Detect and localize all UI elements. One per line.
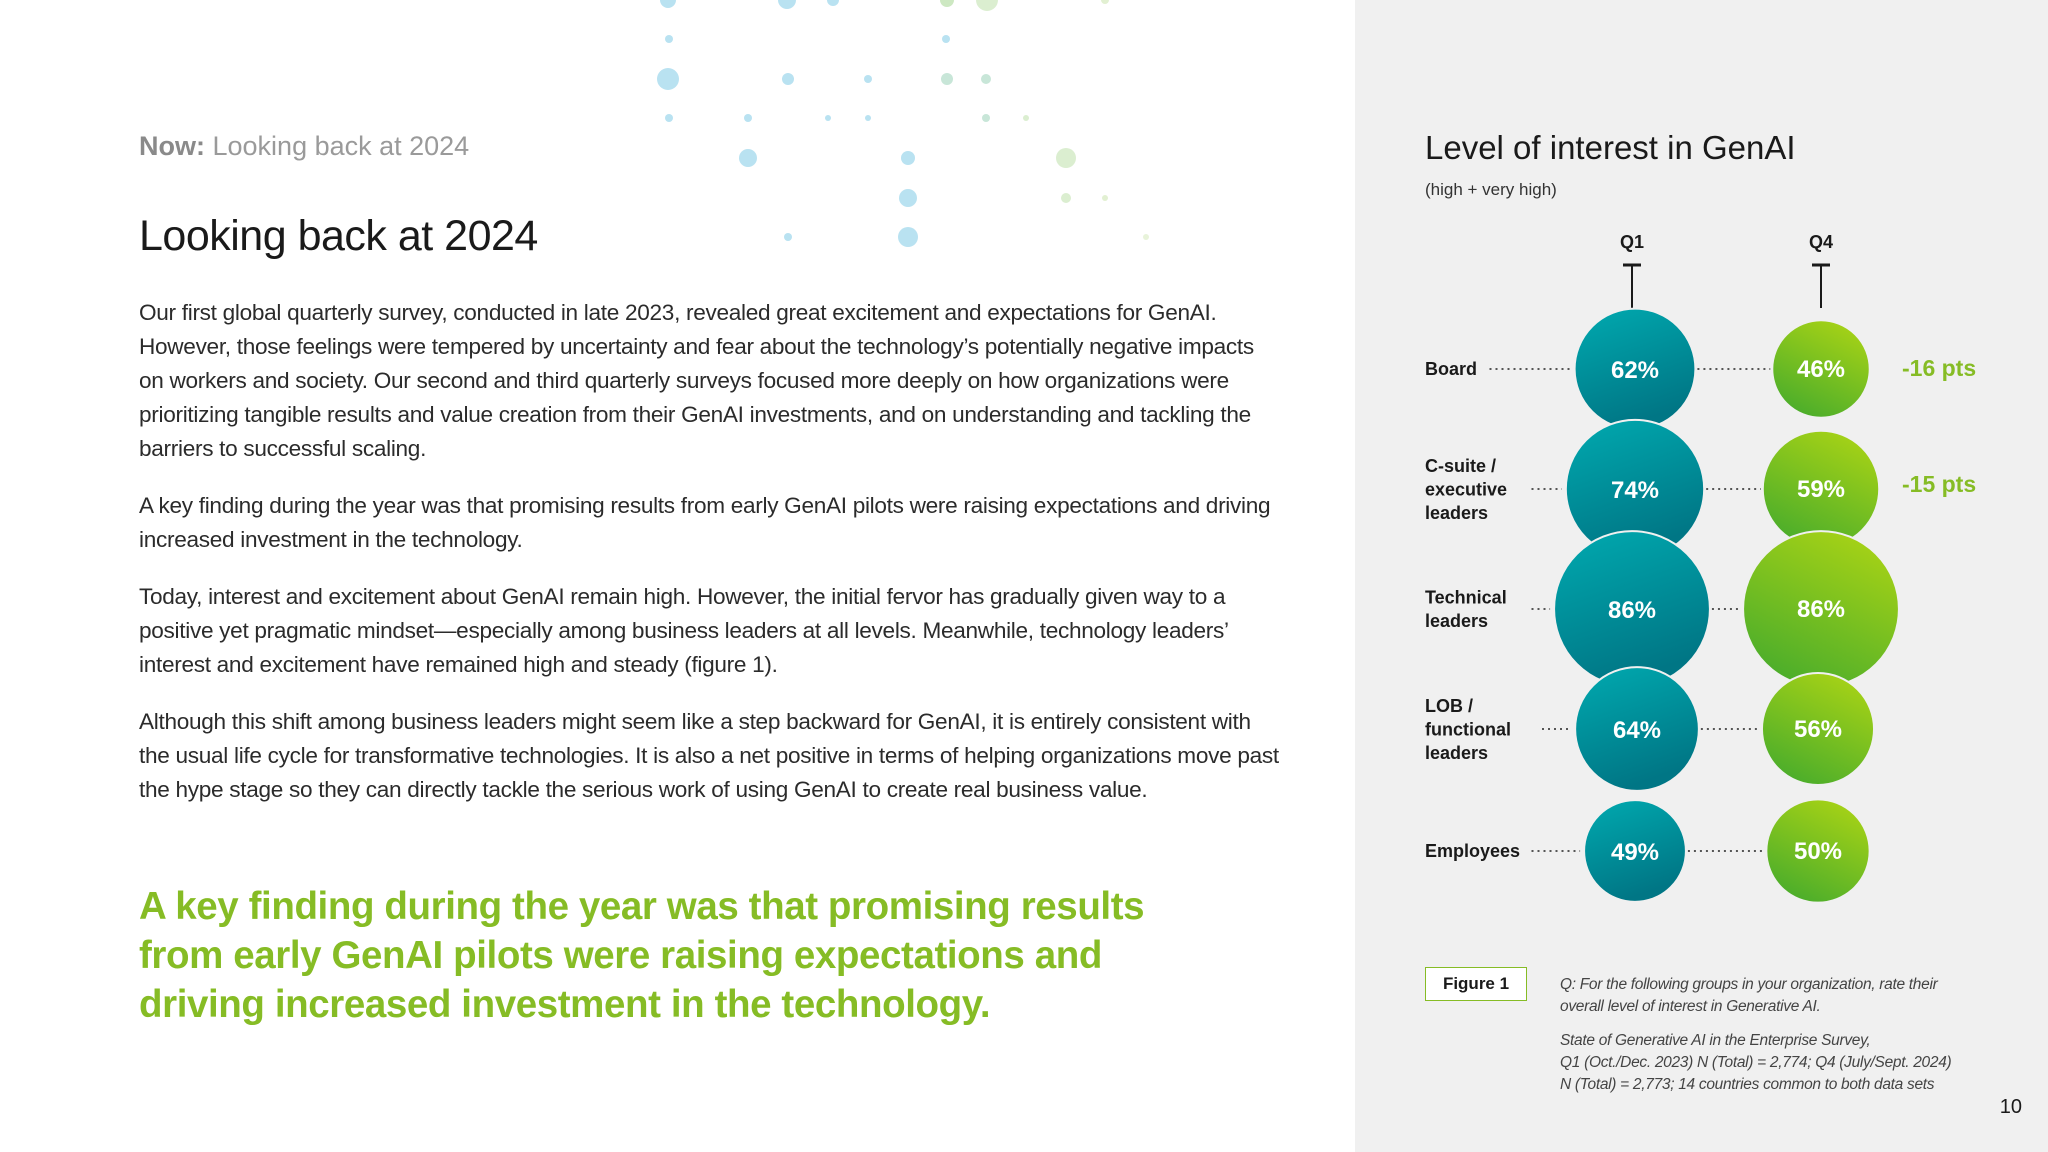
decorative-dot (1056, 148, 1076, 168)
decorative-dot (981, 74, 991, 84)
category-label: LOB / (1425, 696, 1473, 716)
paragraph: A key finding during the year was that promising results from early GenAI pilots were raising expectations and driving increased investment in the technology. (139, 493, 1271, 552)
figure-question-line: Q: For the following groups in your organization, rate their (1560, 976, 1938, 993)
q4-value-label: 86% (1796, 596, 1846, 623)
q1-value-label: 62% (1610, 357, 1660, 384)
category-label: executive (1425, 479, 1508, 500)
decorative-dot (1101, 0, 1109, 4)
figure-source-line: N (Total) = 2,773; 14 countries common to both data sets (1560, 1076, 1935, 1093)
decorative-dot (898, 227, 918, 247)
figure-question (1560, 974, 1937, 1018)
pull-quote: A key finding during the year was that promising results from early GenAI pilots were raising expectations and driving increased investment in the technology. (139, 885, 1145, 1026)
q1-value-label: 49% (1610, 839, 1660, 866)
kicker-label: Now: (139, 131, 205, 161)
decorative-dot-pattern (640, 0, 1200, 260)
decorative-dot (899, 189, 917, 207)
paragraph: Although this shift among business leaders might seem like a step backward for GenAI, it is entirely consistent with the usual life cycle for transformative technologies. It is also a net positive in terms of helping organizations move past the hype stage so they can directly tackle the serious work of using GenAI to create real business value. (139, 709, 1279, 802)
interest-bubble-chart (1355, 0, 2048, 940)
decorative-dot (665, 114, 673, 122)
decorative-dot (1143, 234, 1149, 240)
decorative-dot (941, 73, 953, 85)
decorative-dot (865, 115, 871, 121)
q1-value-label: 74% (1610, 477, 1660, 504)
decorative-dot (744, 114, 752, 122)
q1-value-label: 64% (1612, 717, 1662, 744)
paragraph: Today, interest and excitement about GenAI remain high. However, the initial fervor has gradually given way to a positive yet pragmatic mindset—especially among business leaders at all levels. Meanwhile, technology leaders’ interest and excitement have remained high and steady (figure 1). (139, 584, 1228, 677)
body-text (139, 296, 1279, 830)
decorative-dot (827, 0, 839, 6)
change-label: -16 pts (1902, 355, 1977, 381)
kicker-text: Looking back at 2024 (212, 131, 470, 161)
figure-source (1560, 1030, 1951, 1096)
decorative-dot (739, 149, 757, 167)
decorative-dot (1023, 115, 1029, 121)
decorative-dot (942, 35, 950, 43)
decorative-dot (660, 0, 676, 8)
figure-source-line: State of Generative AI in the Enterprise Survey, (1560, 1032, 1871, 1049)
q4-value-label: 46% (1796, 356, 1846, 383)
decorative-dot (825, 115, 831, 121)
decorative-dot (1061, 193, 1071, 203)
decorative-dot (1102, 195, 1108, 201)
chart-title: Level of interest in GenAI (1425, 129, 1796, 166)
section-kicker (139, 131, 469, 162)
decorative-dot (901, 151, 915, 165)
chart-subtitle: (high + very high) (1425, 180, 1557, 199)
decorative-dot (982, 114, 990, 122)
category-label: Technical (1425, 587, 1507, 608)
figure-badge: Figure 1 (1425, 967, 1527, 1001)
category-label: leaders (1425, 611, 1489, 631)
category-label: leaders (1425, 743, 1489, 763)
decorative-dot (657, 68, 679, 90)
page-number: 10 (1999, 1096, 2022, 1118)
decorative-dot (778, 0, 796, 9)
category-label: C-suite / (1425, 456, 1497, 476)
decorative-dot (665, 35, 673, 43)
decorative-dot (976, 0, 998, 11)
category-label: functional (1425, 719, 1511, 740)
category-label: Employees (1425, 841, 1521, 861)
column-header-q1: Q1 (1619, 232, 1645, 252)
category-label: Board (1425, 359, 1478, 379)
decorative-dot (864, 75, 872, 83)
decorative-dot (940, 0, 954, 7)
q1-value-label: 86% (1607, 597, 1657, 624)
column-header-q4: Q4 (1808, 232, 1834, 252)
figure-panel (1355, 0, 2048, 1152)
decorative-dot (784, 233, 792, 241)
figure-source-line: Q1 (Oct./Dec. 2023) N (Total) = 2,774; Q4 (July/Sept. 2024) (1560, 1054, 1952, 1071)
q4-value-label: 56% (1793, 716, 1843, 743)
q4-value-label: 50% (1793, 838, 1843, 865)
figure-question-line: overall level of interest in Generative AI. (1560, 998, 1821, 1015)
change-label: -15 pts (1902, 471, 1977, 497)
page-title: Looking back at 2024 (139, 212, 538, 260)
q4-value-label: 59% (1796, 476, 1846, 503)
paragraph: Our first global quarterly survey, conducted in late 2023, revealed great excitement and expectations for GenAI. However, those feelings were tempered by uncertainty and fear about the technology’s potentially negative impacts on workers and society. Our second and third quarterly surveys focused more deeply on how organizations were prioritizing tangible results and value creation from their GenAI investments, and on understanding and tackling the barriers to successful scaling. (139, 300, 1254, 461)
decorative-dot (782, 73, 794, 85)
category-label: leaders (1425, 503, 1489, 523)
